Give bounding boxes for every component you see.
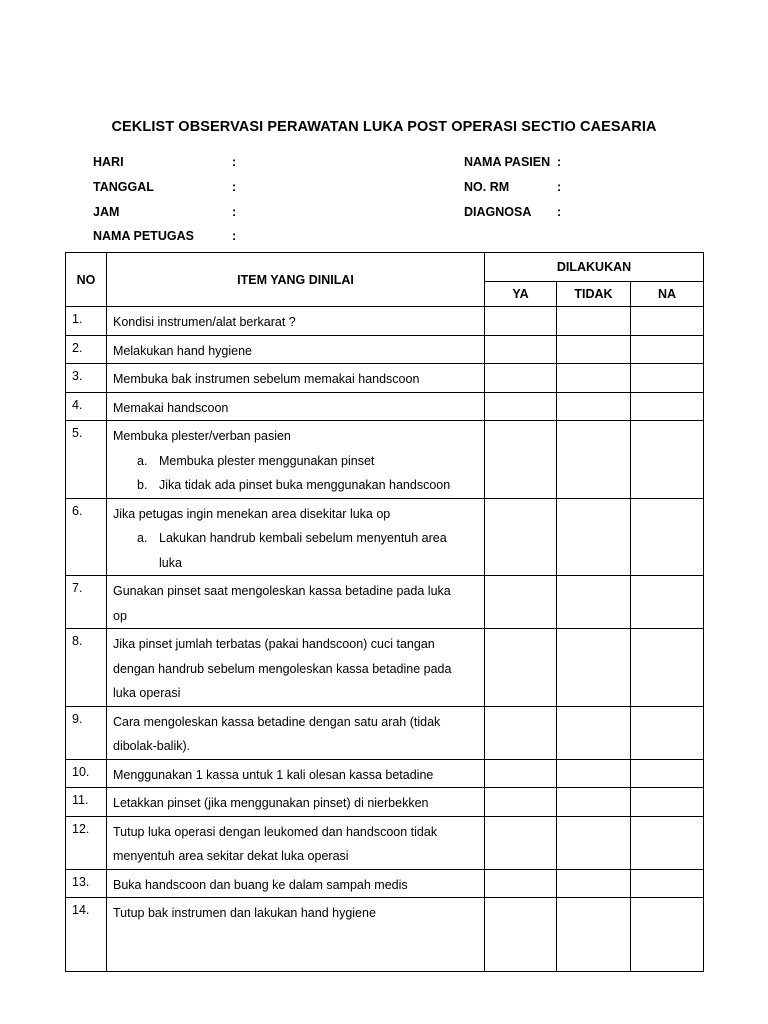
header-ya: YA <box>485 281 557 306</box>
table-row <box>66 392 704 421</box>
table-row <box>66 869 704 898</box>
table-row <box>66 816 704 869</box>
item-text: Jika pinset jumlah terbatas (pakai handscoon) cuci tangan <box>113 637 435 651</box>
row-number: 8. <box>66 629 107 707</box>
item-text: dengan handrub sebelum mengoleskan kassa betadine pada <box>113 661 452 676</box>
checkbox-cell-tidak[interactable] <box>557 759 631 788</box>
sub-item-text: Membuka plester menggunakan pinset <box>159 453 375 468</box>
row-item <box>107 759 485 788</box>
checkbox-cell-ya[interactable] <box>485 364 557 393</box>
colon: : <box>232 155 237 169</box>
table-row <box>66 898 704 972</box>
item-text: Membuka plester/verban pasien <box>113 429 291 443</box>
label-jam: JAM <box>93 205 120 219</box>
checkbox-cell-tidak[interactable] <box>557 898 631 972</box>
label-nama-pasien: NAMA PASIEN <box>464 155 551 169</box>
checkbox-cell-na[interactable] <box>631 392 704 421</box>
checkbox-cell-ya[interactable] <box>485 788 557 817</box>
header-no: NO <box>66 253 107 307</box>
label-diagnosa: DIAGNOSA <box>464 205 532 219</box>
table-row <box>66 307 704 336</box>
checkbox-cell-tidak[interactable] <box>557 421 631 499</box>
checkbox-cell-ya[interactable] <box>485 335 557 364</box>
checkbox-cell-ya[interactable] <box>485 759 557 788</box>
checkbox-cell-na[interactable] <box>631 869 704 898</box>
item-text: Tutup bak instrumen dan lakukan hand hygiene <box>113 906 376 920</box>
colon: : <box>232 229 237 243</box>
label-tanggal: TANGGAL <box>93 180 154 194</box>
checkbox-cell-tidak[interactable] <box>557 498 631 576</box>
checkbox-cell-ya[interactable] <box>485 498 557 576</box>
item-text: Cara mengoleskan kassa betadine dengan satu arah (tidak <box>113 714 441 729</box>
row-number: 4. <box>66 392 107 421</box>
row-number: 2. <box>66 335 107 364</box>
sub-item-text: Jika tidak ada pinset buka menggunakan handscoon <box>159 478 451 492</box>
checkbox-cell-ya[interactable] <box>485 421 557 499</box>
item-text: luka operasi <box>113 686 181 700</box>
page-title: CEKLIST OBSERVASI PERAWATAN LUKA POST OPERASI SECTIO CAESARIA <box>111 119 657 135</box>
row-number: 9. <box>66 706 107 759</box>
row-number: 12. <box>66 816 107 869</box>
checkbox-cell-tidak[interactable] <box>557 788 631 817</box>
checkbox-cell-ya[interactable] <box>485 869 557 898</box>
item-text: Menggunakan 1 kassa untuk 1 kali olesan kassa betadine <box>113 767 434 782</box>
table-body <box>66 307 704 972</box>
checkbox-cell-na[interactable] <box>631 759 704 788</box>
sub-item <box>113 526 484 551</box>
checkbox-cell-ya[interactable] <box>485 307 557 336</box>
row-item <box>107 392 485 421</box>
item-text: op <box>113 608 127 623</box>
item-text: menyentuh area sekitar dekat luka operasi <box>113 849 349 863</box>
label-hari: HARI <box>93 155 124 169</box>
header-dilakukan: DILAKUKAN <box>485 253 704 282</box>
checkbox-cell-ya[interactable] <box>485 706 557 759</box>
item-text: Memakai handscoon <box>113 400 229 415</box>
header-right <box>464 155 584 225</box>
colon: : <box>232 180 237 194</box>
sub-item-text: Lakukan handrub kembali sebelum menyentuh area <box>159 531 447 545</box>
row-number: 13. <box>66 869 107 898</box>
row-number: 3. <box>66 364 107 393</box>
row-item <box>107 898 485 972</box>
row-number: 1. <box>66 307 107 336</box>
sub-item <box>113 473 484 498</box>
row-number: 14. <box>66 898 107 972</box>
checkbox-cell-na[interactable] <box>631 335 704 364</box>
table-row <box>66 364 704 393</box>
checkbox-cell-tidak[interactable] <box>557 392 631 421</box>
item-text: Melakukan hand hygiene <box>113 343 252 358</box>
row-number: 5. <box>66 421 107 499</box>
row-item <box>107 629 485 707</box>
checkbox-cell-na[interactable] <box>631 576 704 629</box>
row-item <box>107 576 485 629</box>
table-row <box>66 576 704 629</box>
checkbox-cell-tidak[interactable] <box>557 816 631 869</box>
checkbox-cell-ya[interactable] <box>485 898 557 972</box>
row-item <box>107 335 485 364</box>
sub-item-marker: a. <box>137 531 148 545</box>
table-row <box>66 706 704 759</box>
checkbox-cell-tidak[interactable] <box>557 364 631 393</box>
sub-item <box>113 449 484 474</box>
item-text: Gunakan pinset saat mengoleskan kassa betadine pada luka <box>113 584 451 598</box>
row-item <box>107 498 485 576</box>
header-na: NA <box>631 281 704 306</box>
checkbox-cell-tidak[interactable] <box>557 335 631 364</box>
checkbox-cell-tidak[interactable] <box>557 869 631 898</box>
checkbox-cell-na[interactable] <box>631 364 704 393</box>
checkbox-cell-na[interactable] <box>631 498 704 576</box>
colon: : <box>557 205 562 219</box>
item-text: Jika petugas ingin menekan area disekitar luka op <box>113 506 391 521</box>
checkbox-cell-tidak[interactable] <box>557 706 631 759</box>
checklist-table <box>65 252 704 972</box>
row-item <box>107 816 485 869</box>
item-text: Buka handscoon dan buang ke dalam sampah medis <box>113 877 408 892</box>
label-nama-petugas: NAMA PETUGAS <box>93 229 194 243</box>
checkbox-cell-na[interactable] <box>631 706 704 759</box>
sub-item-marker: b. <box>137 478 148 492</box>
checkbox-cell-na[interactable] <box>631 788 704 817</box>
row-item <box>107 706 485 759</box>
table-row <box>66 759 704 788</box>
row-number: 10. <box>66 759 107 788</box>
item-text: Kondisi instrumen/alat berkarat ? <box>113 315 296 329</box>
sub-item-marker: a. <box>137 453 148 468</box>
checkbox-cell-ya[interactable] <box>485 576 557 629</box>
table-row <box>66 788 704 817</box>
item-text: dibolak-balik). <box>113 739 191 753</box>
checkbox-cell-ya[interactable] <box>485 629 557 707</box>
item-text: Membuka bak instrumen sebelum memakai handscoon <box>113 372 420 386</box>
checkbox-cell-tidak[interactable] <box>557 629 631 707</box>
table-row <box>66 421 704 499</box>
checkbox-cell-ya[interactable] <box>485 392 557 421</box>
row-item <box>107 421 485 499</box>
sub-item-continuation: luka <box>159 555 182 570</box>
table-row <box>66 335 704 364</box>
header-item: ITEM YANG DINILAI <box>107 253 485 307</box>
checkbox-cell-na[interactable] <box>631 629 704 707</box>
header-tidak: TIDAK <box>557 281 631 306</box>
row-item <box>107 869 485 898</box>
label-no-rm: NO. RM <box>464 180 510 194</box>
row-number: 6. <box>66 498 107 576</box>
checkbox-cell-tidak[interactable] <box>557 576 631 629</box>
checkbox-cell-ya[interactable] <box>485 816 557 869</box>
colon: : <box>557 155 562 169</box>
table-row <box>66 498 704 576</box>
item-text: Tutup luka operasi dengan leukomed dan handscoon tidak <box>113 824 438 839</box>
row-item <box>107 788 485 817</box>
header-left <box>93 155 253 245</box>
row-number: 7. <box>66 576 107 629</box>
checkbox-cell-tidak[interactable] <box>557 307 631 336</box>
colon: : <box>557 180 562 194</box>
colon: : <box>232 205 237 219</box>
table-row <box>66 629 704 707</box>
item-text: Letakkan pinset (jika menggunakan pinset) di nierbekken <box>113 796 429 810</box>
row-number: 11. <box>66 788 107 817</box>
checkbox-cell-na[interactable] <box>631 898 704 972</box>
checkbox-cell-na[interactable] <box>631 421 704 499</box>
checkbox-cell-na[interactable] <box>631 307 704 336</box>
row-item <box>107 307 485 336</box>
checkbox-cell-na[interactable] <box>631 816 704 869</box>
row-item <box>107 364 485 393</box>
